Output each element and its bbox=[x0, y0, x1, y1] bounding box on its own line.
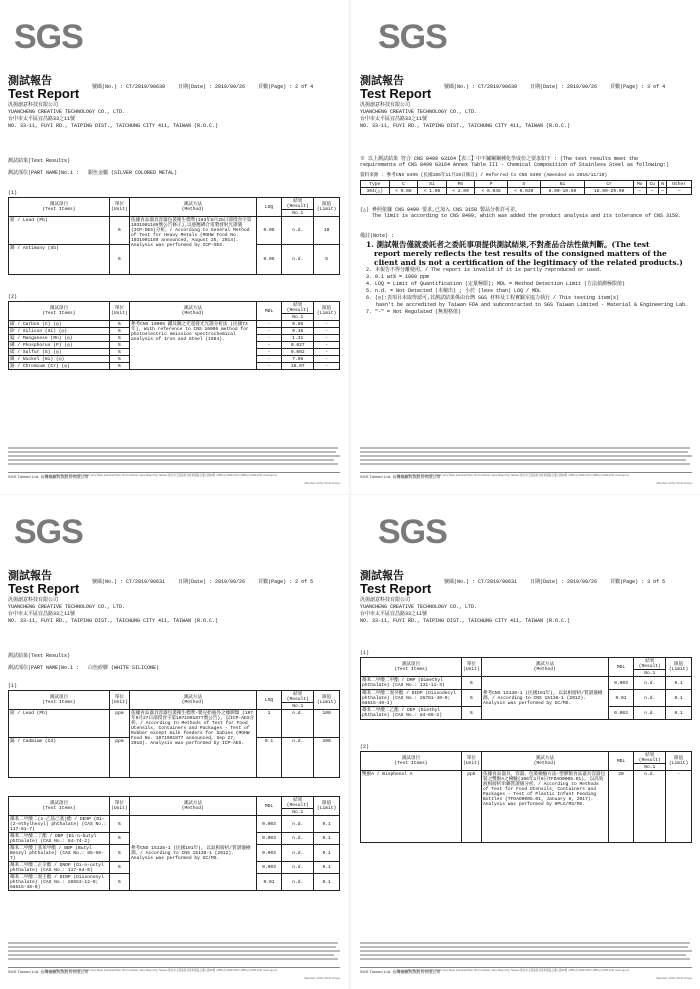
title-en: Test Report bbox=[360, 86, 432, 101]
table-row: 鉻 / Chromium (Cr) (◎) % - 18.97 - bbox=[9, 363, 340, 370]
company-en: YUANCHENG CREATIVE TECHNOLOGY CO., LTD. bbox=[8, 109, 126, 115]
title-en: Test Report bbox=[8, 86, 80, 101]
client-address bbox=[8, 102, 218, 130]
title-cn: 測試報告 bbox=[360, 569, 404, 582]
method-cell: 依據食品器具容器包裝衛生標準-嬰兒奶瓶外之橡膠類 (107年9月27日部授食字第1071901877號公告), 以ICP-AES分析。/ According to Methods of Test for Food Utensils, Containers and Packages - Test of Rubber except milk feeders for babies (MOHW Food No. 1071901877 announced, Sep 27, 2018). Analysis was performed by ICP-AES. bbox=[129, 710, 256, 778]
section-label: (1) bbox=[8, 683, 18, 689]
title-en: Test Report bbox=[8, 581, 80, 596]
table-row: 304(△) < 0.08 < 1.00 < 2.00 < 0.045 < 0.030 8.00-10.50 18.00-20.00 — — — — bbox=[361, 188, 692, 195]
report-date: 日期(Date) : 2019/09/26 bbox=[178, 579, 246, 585]
results-table-2: 測試項目 (Test Items) 單位 (Unit) 測試方法 (Method) MDL 結果 (Result) 限值 (Limit) No.1 鄰苯二甲酸二(2-乙基己基)酯 / DEHP (Di-(2-ethylhexyl) phthalate) (CAS No.: 117-81-7) % 參考CNS 15138-1 (民國101年), 以氣相層析/質譜儀檢測。/ According to CNS 15138-1 (2012). Analysis was performed by GC/MS. 0.003 n.d. 0.1 鄰苯二甲酸二丁酯 / DBP (Di-n-butyl phthalate) (CAS No.: 84-74-2) % 0.003 n.d. 0.1 鄰苯二甲酸丁基苯甲酯 / BBP (Butyl Benzyl phthalate) (CAS No.: 85-68-7) % 0.003 n.d. 0.1 鄰苯二甲酸二正辛酯 / DNOP (Di-n-octyl phthalate) (CAS No.: 117-84-0) % 0.003 n.d. 0.1 鄰苯二甲酸二異壬酯 / DINP (Diisononyl phthalate) (CAS No.: 28553-12-0; 68515-48-0) % 0.01 n.d. 0.1 bbox=[8, 796, 340, 891]
note-3: 3. 0.1 wt% = 1000 ppm bbox=[366, 274, 430, 280]
note-2: 2. 本報告不得分離使用。/ The report is invalid if it is partly reproduced or used. bbox=[366, 267, 603, 273]
method-cell: 參考CNS 10005 鐵及鋼之光電發光光譜分析法 (民國73年), With reference to CNS 10005 method for photoelectric emission spectrochemical analysis of Iron and Steel (1984). bbox=[129, 321, 256, 370]
title-cn: 測試報告 bbox=[360, 74, 404, 87]
table-row: 矽 / Silicon (Si) (◎) % - 0.36 - bbox=[9, 328, 340, 335]
section-label: (2) bbox=[8, 294, 18, 300]
page-footer: SGS Taiwan Ltd. 台灣檢驗科技股份有限公司 No.38, Wu Chyuan 7th Road, New Taipei Industrial Park, Wu Ku District, New Taipei City, Taiwan /新北市五股區新北產業園區五權七路38號 t (886-2) 2299-3279 f (886-2) 2299-3237 www.sgs.tw Member of the SGS Group bbox=[360, 969, 692, 980]
method-cell: 依據食品器具、容器、包裝檢驗方法-塑膠類食品器具容器包裝之雙酚A之檢驗(106年1月6日TFDAO0005.01), 以高效液相層析串聯質譜儀分析。/ According to Methods of Test for Food Utensils, Containers and Packages - Test of Plastic Infant Feeding Bottles (TFDAO0005.01, January 6, 2017). Analysis was performed by HPLC/MS/MS. bbox=[481, 771, 608, 843]
legal-disclaimer bbox=[360, 446, 692, 466]
report-page-3 bbox=[0, 495, 348, 989]
client-address: 汎揚創意科技有限公司 YUANCHENG CREATIVE TECHNOLOGY CO., LTD. 台中市太平區宜昌路33之11號 NO. 33-11, FUYI RD., TAIPING DIST., TAICHUNG CITY 411, TAIWAN (R.O.C.) bbox=[360, 597, 571, 624]
sgs-logo: SGS bbox=[378, 513, 447, 551]
part-name: 測試部位(PART NAME)No.1 : 銀色金屬 (SILVER COLORED METAL) bbox=[8, 170, 178, 176]
compliance-note: ※ 以上測試結果 符合 CNS 8499 G3164【表三】中不鏽鋼鋼種化學成份之要求如下 : (The test results meet the bbox=[360, 156, 639, 162]
page-footer: SGS Taiwan Ltd. 台灣檢驗科技股份有限公司 No.38, Wu Chyuan 7th Road, New Taipei Industrial Park, Wu Ku District, New Taipei City, Taiwan /新北市五股區新北產業園區五權七路38號 t (886-2) 2299-3279 f (886-2) 2299-3237 www.sgs.tw Member of the SGS Group bbox=[360, 474, 692, 485]
footer-member: Member of the SGS Group bbox=[304, 481, 340, 485]
address-en: NO. 33-11, FUYI RD., TAIPING DIST., TAICHUNG CITY 411, TAIWAN (R.O.C.) bbox=[8, 123, 219, 129]
section-label: (1) bbox=[8, 190, 18, 196]
report-date: 日期(Date) : 2019/09/26 bbox=[530, 84, 598, 90]
notes-list: 1. 測試報告僅就委託者之委託事項提供測試結果,不對產品合法性做判斷。(The test report merely reflects the test results of the consigned matters of the client and is not a certification of the legitimacy of the related products.) 2. 本報告不得分離使用。/ The report is invalid if it is partly reproduced or used. 3. 0.1 wt% = 1000 ppm 4. LOQ = Limit of Quantification (定量極限); MDL = Method Detection Limit (方法偵測極限值) 5. n.d. = Not Detected (未檢出) ; 小於 (less than) LOQ / MDL 6. (◎):表項目未取得認可,其測試結果係由台灣 SGS 材料及工程實驗室協力執行 / This testing item(s) hasn't be accredited by Taiwan FDA and subcontracted to SGS Taiwan Limited - Material & Engineering Lab. 7. "-" = Not Regulated (無規格值) bbox=[366, 240, 689, 315]
footer-company: SGS Taiwan Ltd. 台灣檢驗科技股份有限公司 bbox=[8, 474, 89, 479]
delta-note-en: The limit is according to CNS 8499, which was added the product analysis and its tolerance of CNS 3158. bbox=[372, 213, 682, 219]
col-method: 測試方法 (Method) bbox=[129, 198, 256, 217]
results-label: 測試結果(Test Results) bbox=[8, 653, 71, 659]
table-row: 鄰苯二甲酸二異癸酯 / DIDP (Diisodecyl phthalate) (CAS No.: 26761-40-0; 68515-49-1) % 0.01 n.d. 0.1 bbox=[361, 690, 692, 707]
composition-table bbox=[360, 180, 692, 195]
table-row: 鉛 / Lead (Pb) % 依據食品器具容器包裝衛生標準(103年8月25日部授食字第1031901169號公告修正),以感應耦合電漿發射光譜儀(ICP-OES)分析。/ According to General Method of Test for Heavy Metals (MOHW Food No. 1031901169 announced, August 25, 2014). Analysis was performed by ICP-OES. 0.05 n.d. 10 bbox=[9, 217, 340, 245]
page-footer bbox=[8, 472, 340, 485]
report-date: 日期(Date) : 2019/09/26 bbox=[530, 579, 598, 585]
sgs-logo: SGS bbox=[378, 18, 447, 56]
col-unit: 單位 (Unit) bbox=[109, 198, 129, 217]
report-page-2 bbox=[352, 0, 700, 494]
legal-disclaimer bbox=[8, 941, 340, 961]
table-row: 鄰苯二甲酸二甲酯 / DMP (Dimethyl phthalate) (CAS No.: 131-11-3) % 參考CNS 15138-1 (民國101年), 以氣相層析/質譜儀檢測。/ According to CNS 15138-1 (2012). Analysis was performed by GC/MS. 0.003 n.d. 0.1 bbox=[361, 677, 692, 690]
report-page-4 bbox=[352, 495, 700, 989]
page-footer: SGS Taiwan Ltd. 台灣檢驗科技股份有限公司 No.38, Wu Chyuan 7th Road, New Taipei Industrial Park, Wu Ku District, New Taipei City, Taiwan /新北市五股區新北產業園區五權七路38號 t (886-2) 2299-3279 f (886-2) 2299-3237 www.sgs.tw Member of the SGS Group bbox=[8, 969, 340, 980]
table-row: 磷 / Phosphorus (P) (◎) % - 0.027 - bbox=[9, 342, 340, 349]
table-header-row: Type C Si Mn P S Ni Cr Mo Cu N Other bbox=[361, 181, 692, 188]
note-5: 5. n.d. = Not Detected (未檢出) ; 小於 (less than) LOQ / MDL bbox=[366, 288, 542, 294]
note-1: 1. 測試報告僅就委託者之委託事項提供測試結果,不對產品合法性做判斷。(The test bbox=[366, 240, 650, 249]
table-row: 鄰苯二甲酸二丁酯 / DBP (Di-n-butyl phthalate) (CAS No.: 84-74-2) % 0.003 n.d. 0.1 bbox=[9, 833, 340, 845]
method-cell: 依據食品器具容器包裝衛生標準(103年8月25日部授食字第1031901169號公告修正),以感應耦合電漿發射光譜儀(ICP-OES)分析。/ According to General Method of Test for Heavy Metals (MOHW Food No. 1031901169 announced, August 25, 2014). Analysis was performed by ICP-OES. bbox=[129, 217, 256, 275]
method-cell: 參考CNS 15138-1 (民國101年), 以氣相層析/質譜儀檢測。/ According to CNS 15138-1 (2012). Analysis was performed by GC/MS. bbox=[481, 677, 608, 720]
footer-address: No.38, Wu Chyuan 7th Road, New Taipei Industrial Park, Wu Ku District, New Taipei City, Taiwan /新北市五股區新北產業園區五權七路38號 t (886-2) 2299-3279 f (886-2) 2299-3237 www.sgs.tw bbox=[56, 474, 277, 477]
results-table-2: 測試項目 (Test Items) 單位 (Unit) 測試方法 (Method) MDL 結果 (Result) 限值 (Limit) No.1 雙酚A / Bisphenol A ppb 依據食品器具、容器、包裝檢驗方法-塑膠類食品器具容器包裝之雙酚A之檢驗(106年1月6日TFDAO0005.01), 以高效液相層析串聯質譜儀分析。/ According to Methods of Test for Food Utensils, Containers and Packages - Test of Plastic Infant Feeding Bottles (TFDAO0005.01, January 6, 2017). Analysis was performed by HPLC/MS/MS. 20 n.d. - bbox=[360, 751, 692, 843]
col-limit: 限值 (Limit) bbox=[314, 198, 340, 217]
col-item: 測試項目 (Test Items) bbox=[9, 198, 110, 217]
sgs-logo: SGS bbox=[14, 513, 83, 551]
table-row: 鎳 / Nickel (Ni) (◎) % - 7.96 - bbox=[9, 356, 340, 363]
compliance-note-2: requirements of CNS 8499 G3164 Annex Table III - Chemical Composition of Stainless Steel as following:) bbox=[360, 162, 670, 168]
address-cn: 台中市太平區宜昌路33之11號 bbox=[8, 116, 76, 122]
legal-disclaimer bbox=[8, 446, 340, 466]
title-cn: 測試報告 bbox=[8, 74, 52, 87]
col-no1: No.1 bbox=[282, 210, 314, 217]
report-page-1 bbox=[0, 0, 348, 494]
reference-line: 資料來源 : 參考CNS 8499 (民國105年11月10日修訂) / Referred to CNS 8499 (Amended on 2016/11/10) bbox=[360, 173, 608, 178]
page-number: 頁數(Page) : 2 of 4 bbox=[258, 84, 314, 90]
table-row: 鄰苯二甲酸丁基苯甲酯 / BBP (Butyl Benzyl phthalate) (CAS No.: 85-68-7) % 0.003 n.d. 0.1 bbox=[9, 845, 340, 862]
page-number: 頁數(Page) : 3 of 4 bbox=[610, 84, 666, 90]
results-table-1: 測試項目 (Test Items) 單位 (Unit) 測試方法 (Method) MDL 結果 (Result) 限值 (Limit) No.1 鄰苯二甲酸二甲酯 / DMP (Dimethyl phthalate) (CAS No.: 131-11-3) % 參考CNS 15138-1 (民國101年), 以氣相層析/質譜儀檢測。/ According to CNS 15138-1 (2012). Analysis was performed by GC/MS. 0.003 n.d. 0.1 鄰苯二甲酸二異癸酯 / DIDP (Diisodecyl phthalate) (CAS No.: 26761-40-0; 68515-49-1) % 0.01 n.d. 0.1 鄰苯二甲酸二乙酯 / DEP (Diethyl phthalate) (CAS No.: 84-66-2) % 0.003 n.d. 0.1 bbox=[360, 657, 692, 720]
sgs-logo: SGS bbox=[14, 18, 83, 56]
col-result: 結果 (Result) bbox=[282, 198, 314, 210]
report-header-info bbox=[92, 578, 323, 585]
results-table-1 bbox=[8, 197, 340, 275]
note-6: 6. (◎):表項目未取得認可,其測試結果係由台灣 SGS 材料及工程實驗室協力執行 / This testing item(s) bbox=[366, 295, 620, 301]
table-row: 錳 / Manganese (Mn) (◎) % - 1.31 - bbox=[9, 335, 340, 342]
col-loq: LOQ bbox=[256, 198, 282, 217]
table-row: 碳 / Carbon (C) (◎) % 參考CNS 10005 鐵及鋼之光電發光光譜分析法 (民國73年), With reference to CNS 10005 method for photoelectric emission spectrochemical analysis of Iron and Steel (1984). - 0.05 - bbox=[9, 321, 340, 328]
title-cn: 測試報告 bbox=[8, 569, 52, 582]
notes-label: 備註(Note) : bbox=[360, 233, 395, 239]
note-4: 4. LOQ = Limit of Quantification (定量極限); MDL = Method Detection Limit (方法偵測極限值) bbox=[366, 281, 626, 287]
client-address: 汎揚創意科技有限公司 YUANCHENG CREATIVE TECHNOLOGY CO., LTD. 台中市太平區宜昌路33之11號 NO. 33-11, FUYI RD., TAIPING DIST., TAICHUNG CITY 411, TAIWAN (R.O.C.) bbox=[8, 597, 219, 624]
page-number: 頁數(Page) : 3 of 5 bbox=[610, 579, 666, 585]
table-row: 硫 / Sulfur (S) (◎) % - 0.002 - bbox=[9, 349, 340, 356]
results-table-2: 測試項目 (Test Items) 單位 (Unit) 測試方法 (Method) MDL 結果 (Result) 限值 (Limit) No.1 碳 / Carbon (C) (◎) % 參考CNS 10005 鐵及鋼之光電發光光譜分析法 (民國73年), With reference to CNS 10005 method for photoelectric emission spectrochemical analysis of Iron and Steel (1984). - 0.05 - 矽 / Silicon (Si) (◎) % - 0.36 - 錳 / Manganese (Mn) (◎) % - 1.31 - 磷 / Phosphorus (P) (◎) % - 0.027 - 硫 / Sulfur (S) (◎) % - 0.002 - 鎳 / Nickel (Ni) (◎) % - 7.96 - 鉻 / Chromium (Cr) (◎) % - 18.97 - bbox=[8, 301, 340, 370]
section-label: (1) bbox=[360, 650, 370, 656]
client-address: 汎揚創意科技有限公司 YUANCHENG CREATIVE TECHNOLOGY CO., LTD. 台中市太平區宜昌路33之11號 NO. 33-11, FUYI RD., TAIPING DIST., TAICHUNG CITY 411, TAIWAN (R.O.C.) bbox=[360, 102, 571, 129]
results-table-1: 測試項目 (Test Items) 單位 (Unit) 測試方法 (Method) LOQ 結果 (Result) 限值 (Limit) No.1 鉛 / Lead (Pb) ppm 依據食品器具容器包裝衛生標準-嬰兒奶瓶外之橡膠類 (107年9月27日部授食字第1071901877號公告), 以ICP-AES分析。/ According to Methods of Test for Food Utensils, Containers and Packages - Test of Rubber except milk feeders for babies (MOHW Food No. 1071901877 announced, Sep 27, 2018). Analysis was performed by ICP-AES. 1 n.d. 100 鎘 / Cadmium (Cd) ppm 0.1 n.d. 100 bbox=[8, 690, 340, 778]
results-label: 測試結果(Test Results) bbox=[8, 158, 71, 164]
table-row: 鉛 / Lead (Pb) ppm 依據食品器具容器包裝衛生標準-嬰兒奶瓶外之橡膠類 (107年9月27日部授食字第1071901877號公告), 以ICP-AES分析。/ According to Methods of Test for Food Utensils, Containers and Packages - Test of Rubber except milk feeders for babies (MOHW Food No. 1071901877 announced, Sep 27, 2018). Analysis was performed by ICP-AES. 1 n.d. 100 bbox=[9, 710, 340, 738]
delta-note: (△) 參照依據 CNS 8499 要求,已加入 CNS 3158 製品分析許可差。 bbox=[360, 207, 521, 213]
method-cell: 參考CNS 15138-1 (民國101年), 以氣相層析/質譜儀檢測。/ According to CNS 15138-1 (2012). Analysis was performed by GC/MS. bbox=[129, 816, 256, 891]
table-row: 鄰苯二甲酸二(2-乙基己基)酯 / DEHP (Di-(2-ethylhexyl) phthalate) (CAS No.: 117-81-7) % 參考CNS 15138-1 (民國101年), 以氣相層析/質譜儀檢測。/ According to CNS 15138-1 (2012). Analysis was performed by GC/MS. 0.003 n.d. 0.1 bbox=[9, 816, 340, 833]
report-header-info bbox=[444, 578, 675, 585]
section-label: (2) bbox=[360, 744, 370, 750]
report-date: 日期(Date) : 2019/09/26 bbox=[178, 84, 246, 90]
note-7: 7. "-" = Not Regulated (無規格值) bbox=[366, 309, 462, 315]
title-en: Test Report bbox=[360, 581, 432, 596]
report-header-info bbox=[444, 83, 675, 90]
table-row: 雙酚A / Bisphenol A ppb 依據食品器具、容器、包裝檢驗方法-塑膠類食品器具容器包裝之雙酚A之檢驗(106年1月6日TFDAO0005.01), 以高效液相層析串聯質譜儀分析。/ According to Methods of Test for Food Utensils, Containers and Packages - Test of Plastic Infant Feeding Bottles (TFDAO0005.01, January 6, 2017). Analysis was performed by HPLC/MS/MS. 20 n.d. - bbox=[361, 771, 692, 843]
table-row: 鄰苯二甲酸二正辛酯 / DNOP (Di-n-octyl phthalate) (CAS No.: 117-84-0) % 0.003 n.d. 0.1 bbox=[9, 862, 340, 874]
table-row: 鄰苯二甲酸二乙酯 / DEP (Diethyl phthalate) (CAS No.: 84-66-2) % 0.003 n.d. 0.1 bbox=[361, 707, 692, 720]
page-number: 頁數(Page) : 2 of 5 bbox=[258, 579, 314, 585]
report-header-info bbox=[92, 83, 323, 90]
table-row: 鎘 / Cadmium (Cd) ppm 0.1 n.d. 100 bbox=[9, 738, 340, 778]
report-number: 號碼(No.) : CT/2019/90630 bbox=[444, 84, 518, 90]
table-row: 鄰苯二甲酸二異壬酯 / DINP (Diisononyl phthalate) (CAS No.: 28553-12-0; 68515-48-0) % 0.01 n.d. 0.1 bbox=[9, 874, 340, 891]
legal-disclaimer bbox=[360, 941, 692, 961]
report-number: 號碼(No.) : CT/2019/90631 bbox=[444, 579, 518, 585]
part-name: 測試部位(PART NAME)No.1 : 白色矽膠 (WHITE SILICONE) bbox=[8, 665, 160, 671]
table-row: 銻 / Antimony (Sb) % 0.05 n.d. 5 bbox=[9, 245, 340, 275]
report-number: 號碼(No.) : CT/2019/90630 bbox=[92, 84, 166, 90]
report-number: 號碼(No.) : CT/2019/90631 bbox=[92, 579, 166, 585]
company-cn: 汎揚創意科技有限公司 bbox=[8, 102, 59, 108]
